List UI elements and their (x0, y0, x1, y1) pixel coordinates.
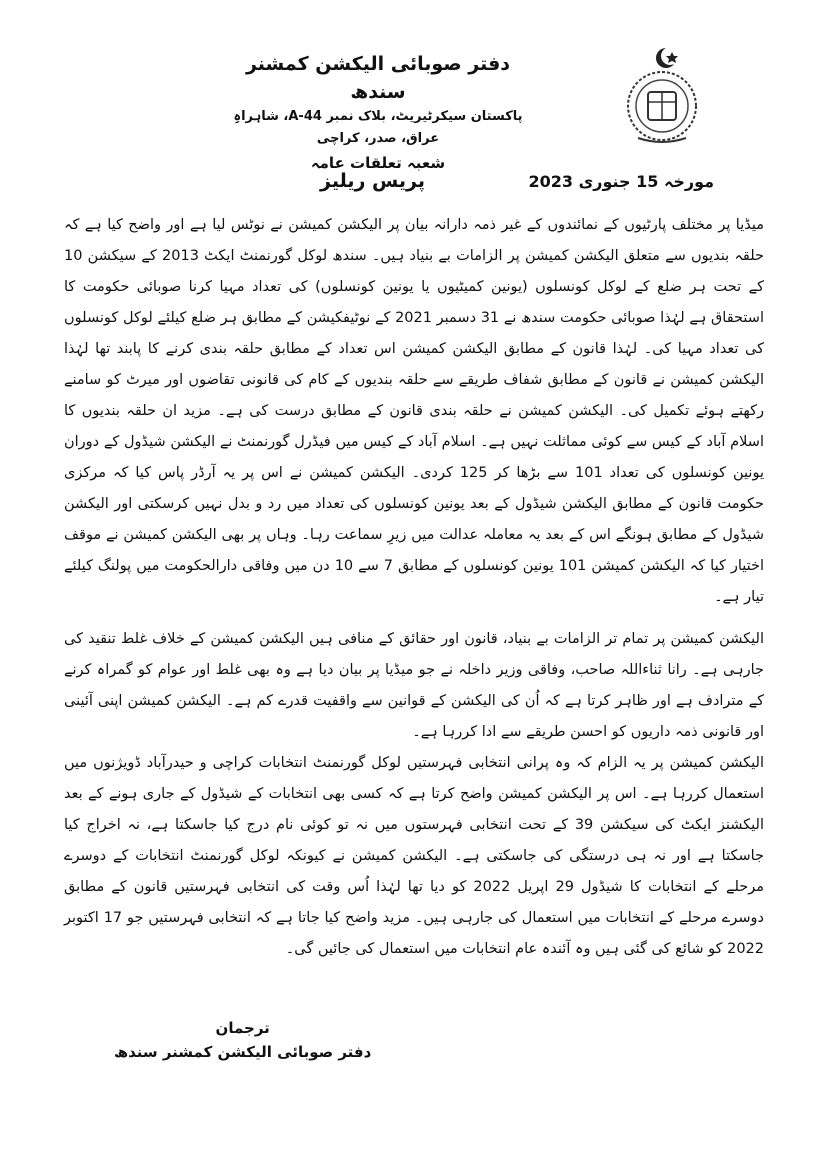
body-paragraph-1: میڈیا پر مختلف پارٹیوں کے نمائندوں کے غیر ذمہ دارانہ بیان پر الیکشن کمیشن نے نوٹس لیا ہے اور واضح کیا ہے کہ حلقہ بندیوں سے متعلق الیکشن کمیشن پر الزامات بے بنیاد ہیں۔ سندھ لوکل گورنمنٹ ایکٹ 2013 کے سیکشن 10 کے تحت ہر ضلع کے لوکل کونسلوں (یونین کمیٹیوں یا یونین کونسلوں) کی تعداد مہیا کرنا صوبائی حکومت کا استحقاق ہے لہٰذا صوبائی حکومت سندھ نے 31 دسمبر 2021 کے نوٹیفکیشن کے مطابق ہر ضلع کیلئے لوکل کونسلوں کی تعداد مہیا کی۔ لہٰذا قانون کے مطابق الیکشن کمیشن اس تعداد کے مطابق حلقہ بندی کرنے کا پابند تھا لہٰذا الیکشن کمیشن نے قانون کے مطابق شفاف طریقے سے حلقہ بندیوں کے کام کی قانونی تقاضوں اور میرٹ کو سامنے رکھتے ہوئے تکمیل کی۔ الیکشن کمیشن نے حلقہ بندی قانون کے مطابق درست کی ہے۔ مزید ان حلقہ بندیوں کا اسلام آباد کے کیس سے کوئی مماثلت نہیں ہے۔ اسلام آباد کے کیس میں فیڈرل گورنمنٹ نے الیکشن شیڈول کے دوران یونین کونسلوں کی تعداد 101 سے بڑھا کر 125 کردی۔ الیکشن کمیشن نے اس پر یہ آرڈر پاس کیا کہ مرکزی حکومت قانون کے مطابق الیکشن شیڈول کے بعد یونین کونسلوں کی تعداد میں رد و بدل نہیں کرسکتی اور الیکشن شیڈول کے مطابق ہونگے اس کے بعد یہ معاملہ عدالت میں زیرِ سماعت رہا۔ وہاں پر بھی الیکشن کمیشن نے موقف اختیار کیا کہ الیکشن کمیشن 101 یونین کونسلوں کے مطابق 7 سے 10 دن میں وفاقی دارالحکومت میں پولنگ کیلئے تیار ہے۔ (64, 217, 765, 605)
signatory-role: ترجمان (215, 1019, 270, 1037)
body-paragraph-2: الیکشن کمیشن پر تمام تر الزامات بے بنیاد، قانون اور حقائق کے منافی ہیں الیکشن کمیشن کے خلاف غلط تنقید کی جارہی ہے۔ رانا ثناءاللہ صاحب، وفاقی وزیر داخلہ نے جو میڈیا پر بیان دیا ہے وہ بھی غلط اور عوام کو گمراہ کرنے کے مترادف ہے اور ظاہر کرتا ہے کہ اُن کی الیکشن کے قوانین سے واقفیت قدرے کم ہے۔ الیکشن کمیشن اپنی آئینی اور قانونی ذمہ داریوں کو احسن طریقے سے ادا کررہا ہے۔ (64, 631, 764, 740)
body-paragraph-3: الیکشن کمیشن پر یہ الزام کہ وہ پرانی انتخابی فہرستیں لوکل گورنمنٹ انتخابات کراچی و حیدرآباد ڈویژنوں میں استعمال کررہا ہے۔ اس پر الیکشن کمیشن واضح کرتا ہے کہ کسی بھی انتخابات کے شیڈول کے جاری ہونے کے بعد الیکشنز ایکٹ کی سیکشن 39 کے تحت انتخابی فہرستوں میں نہ تو کوئی نام درج کیا جاسکتا ہے، نہ اخراج کیا جاسکتا ہے اور نہ ہی درستگی کی جاسکتی ہے۔ الیکشن کمیشن نے کیونکہ لوکل گورنمنٹ انتخابات کے دوسرے مرحلے کے انتخابات کا شیڈول 29 اپریل 2022 کو دیا تھا لہٰذا اُس وقت کی انتخابی فہرستیں قانون کے مطابق دوسرے مرحلے کے انتخابات میں استعمال کی جارہی ہیں۔ مزید واضح کیا جاتا ہے کہ انتخابی فہرستیں جو 17 اکتوبر 2022 کو شائع کی گئی ہیں وہ آئندہ عام انتخابات میں استعمال کی جائیں گی۔ (64, 755, 764, 957)
office-name: دفتر صوبائی الیکشن کمشنر سندھ (245, 53, 511, 103)
signatory-office: دفتر صوبائی الیکشن کمشنر سندھ (114, 1043, 372, 1061)
document-title: پریس ریلیز (320, 170, 425, 192)
office-address: پاکستان سیکرٹیریٹ، بلاک نمبر A-44، شاہراہِ عراق، صدر، کراچی (233, 109, 523, 146)
release-date: مورخہ 15 جنوری 2023 (528, 172, 714, 191)
signature-block (114, 1016, 371, 1064)
ecp-emblem-icon (614, 44, 710, 144)
letterhead (228, 50, 528, 176)
department-name: شعبہ تعلقات عامہ (310, 154, 446, 172)
